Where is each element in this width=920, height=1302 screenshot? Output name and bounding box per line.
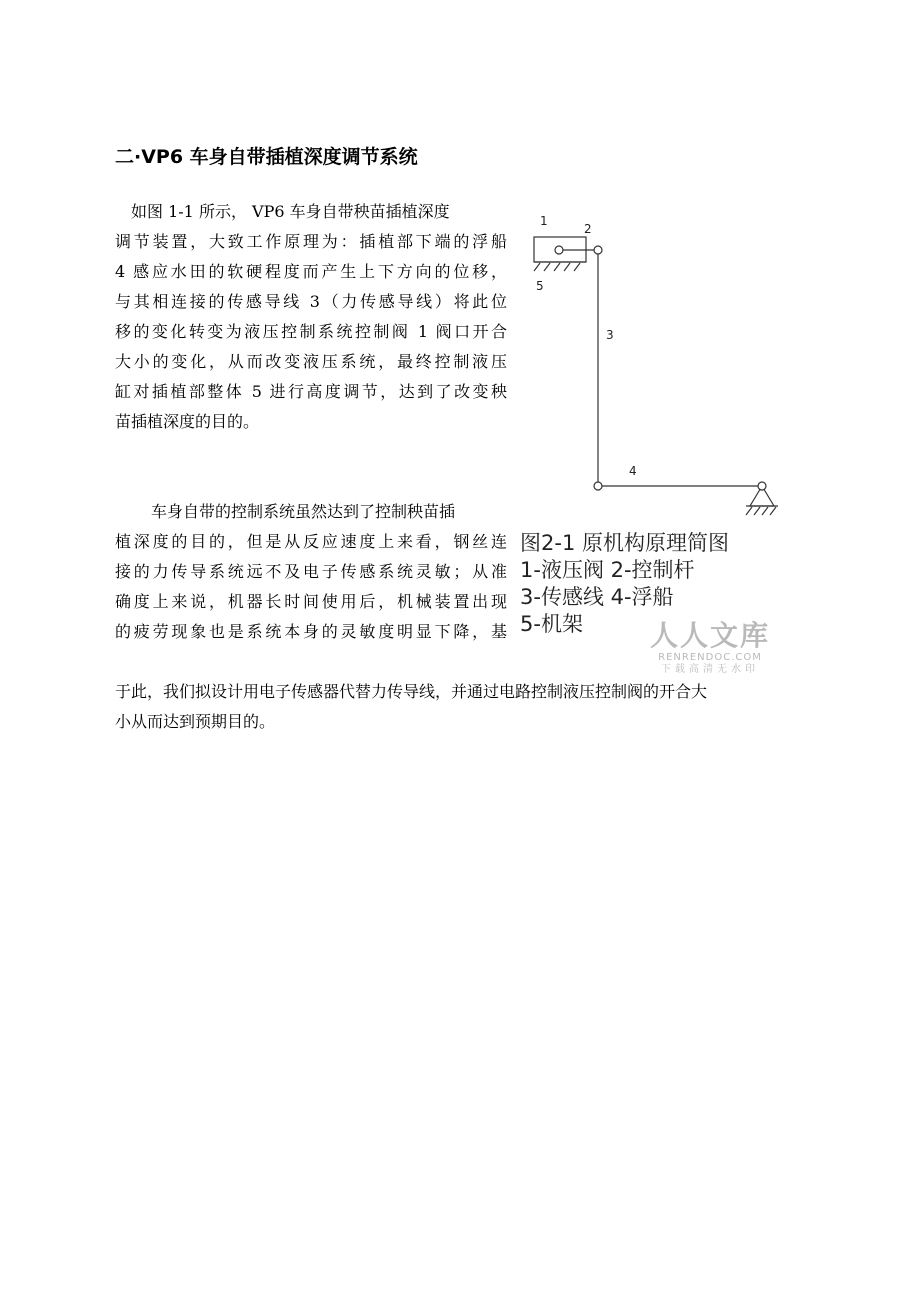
control-lever-joint <box>594 246 602 254</box>
mechanism-diagram <box>520 205 790 535</box>
paragraph-1-line: 缸对插植部整体 5 进行高度调节，达到了改变秧 <box>115 382 507 401</box>
paragraph-2-line: 接的力传导系统远不及电子传感系统灵敏；从准 <box>115 562 507 581</box>
label-3: 3 <box>606 328 614 342</box>
label-1: 1 <box>540 214 548 228</box>
valve-pin <box>555 246 563 254</box>
paragraph-2-line: 确度上来说，机器长时间使用后，机械装置出现 <box>115 592 507 611</box>
label-5: 5 <box>536 279 544 293</box>
paragraph-2-continued <box>115 677 805 737</box>
watermark-tagline: 下载高清无水印 <box>661 664 759 675</box>
label-2: 2 <box>584 222 592 236</box>
caption-title: 图2-1 原机构原理简图 <box>520 531 729 555</box>
watermark-domain: RENRENDOC.COM <box>658 652 762 663</box>
watermark-title: 人人文库 <box>649 619 770 652</box>
paragraph-2 <box>115 497 507 647</box>
watermark-logo <box>640 620 780 676</box>
paragraph-1-line: 4 感应水田的软硬程度而产生上下方向的位移， <box>115 262 507 281</box>
paragraph-1-line: 移的变化转变为液压控制系统控制阀 1 阀口开合 <box>115 322 507 341</box>
paragraph-1-line: 如图 1-1 所示， VP6 车身自带秧苗插植深度 <box>131 202 450 221</box>
caption-legend-line: 3-传感线 4-浮船 <box>520 585 674 609</box>
caption-legend-line: 5-机架 <box>520 612 583 636</box>
label-4: 4 <box>629 464 637 478</box>
frame-hatch-bottom <box>746 507 776 515</box>
paragraph-2-line: 车身自带的控制系统虽然达到了控制秧苗插 <box>151 502 456 521</box>
paragraph-2-line: 的疲劳现象也是系统本身的灵敏度明显下降，基 <box>115 622 507 641</box>
pivot-pin <box>758 482 766 490</box>
paragraph-1-line: 苗插植深度的目的。 <box>115 412 260 431</box>
paragraph-1-line: 大小的变化，从而改变液压系统，最终控制液压 <box>115 352 507 371</box>
paragraph-2-line: 小从而达到预期目的。 <box>115 712 276 731</box>
paragraph-2-line: 于此，我们拟设计用电子传感器代替力传导线，并通过电路控制液压控制阀的开合大 <box>115 682 708 701</box>
paragraph-1 <box>115 197 507 437</box>
section-heading: 二·VP6 车身自带插植深度调节系统 <box>115 146 418 168</box>
caption-legend-line: 1-液压阀 2-控制杆 <box>520 558 695 582</box>
paragraph-2-line: 植深度的目的，但是从反应速度上来看，钢丝连 <box>115 532 507 551</box>
lower-joint <box>594 482 602 490</box>
paragraph-1-line: 与其相连接的传感导线 3（力传感导线）将此位 <box>115 292 507 311</box>
frame-hatch-top <box>534 263 580 271</box>
paragraph-1-line: 调节装置，大致工作原理为：插植部下端的浮船 <box>115 232 507 251</box>
